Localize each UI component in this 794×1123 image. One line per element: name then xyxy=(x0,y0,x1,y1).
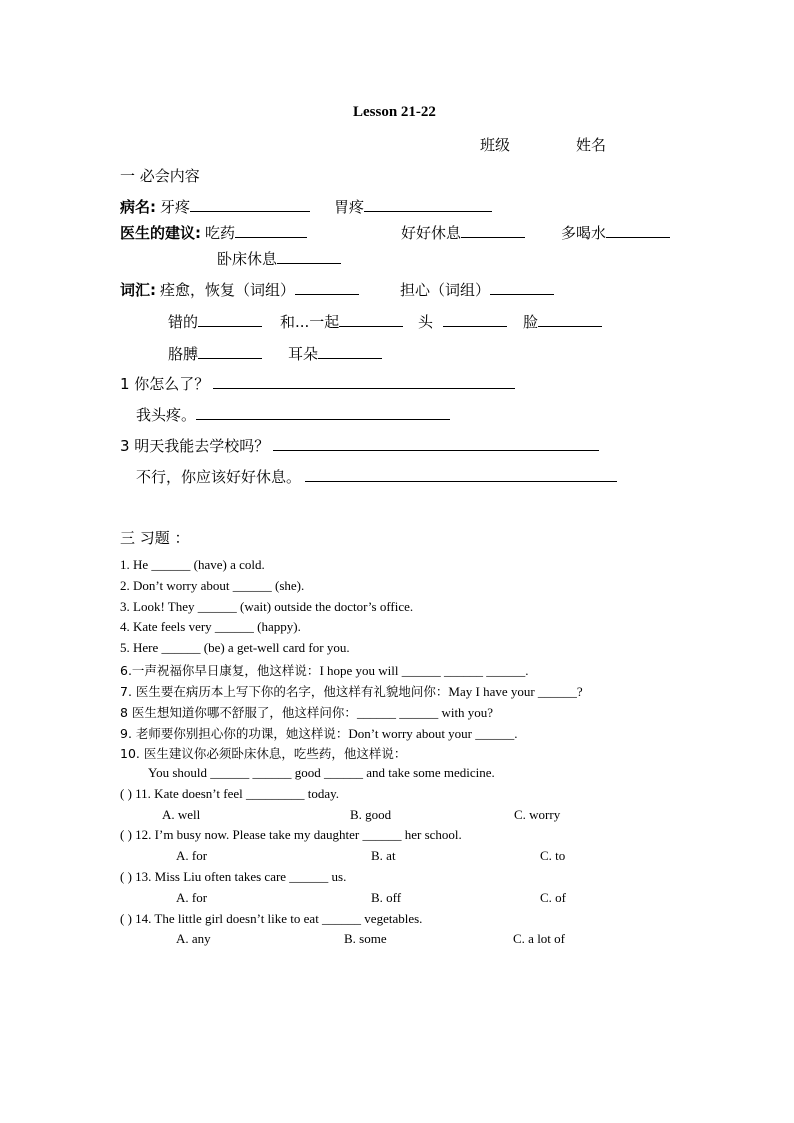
advice-row xyxy=(120,222,307,243)
illness-1-blank[interactable] xyxy=(190,197,310,212)
exercise-1: 1. He ______ (have) a cold. xyxy=(120,557,265,572)
mc-11-option-a[interactable]: A. well xyxy=(162,807,201,822)
vocab-2-group xyxy=(400,279,554,300)
a3: 不行，你应该好好休息。 xyxy=(136,468,302,486)
name-label: 姓名 xyxy=(576,136,607,154)
a1: 我头疼。 xyxy=(136,406,197,424)
vocab-5: 头 xyxy=(418,313,434,331)
exercise-6-prompt: 6.一声祝福你早日康复，他这样说： xyxy=(120,663,320,678)
mc-12-option-c[interactable]: C. to xyxy=(540,848,566,863)
exercise-8-english: ______ ______ with you? xyxy=(356,705,494,720)
section1-heading: 一 必会内容 xyxy=(120,167,200,185)
advice-3: 多喝水 xyxy=(561,224,607,242)
exercise-8 xyxy=(120,703,493,722)
mc-12-option-b[interactable]: B. at xyxy=(371,848,396,863)
vocab-2: 担心（词组） xyxy=(400,281,491,299)
advice-1: 吃药 xyxy=(205,224,236,242)
mc-11-stem: ( ) 11. Kate doesn’t feel _________ today. xyxy=(120,786,340,801)
advice-4: 卧床休息 xyxy=(217,250,278,268)
mc-13-option-c[interactable]: C. of xyxy=(540,890,566,905)
q3: 3 明天我能去学校吗？ xyxy=(120,437,270,455)
illness-label: 病名: xyxy=(120,198,156,216)
exercise-7-prompt: 7. 医生要在病历本上写下你的名字，他这样有礼貌地问你： xyxy=(120,684,449,699)
vocab-8-group xyxy=(288,343,382,364)
exercise-9 xyxy=(120,724,518,743)
a3-row xyxy=(136,466,617,487)
vocab-8: 耳朵 xyxy=(288,345,319,363)
exercise-6-english: I hope you will ______ ______ ______. xyxy=(319,663,529,678)
exercise-8-prompt: 8 医生想知道你哪不舒服了，他这样问你： xyxy=(120,705,357,720)
mc-12-option-a[interactable]: A. for xyxy=(176,848,208,863)
mc-12-stem: ( ) 12. I’m busy now. Please take my daughter ______ her school. xyxy=(120,827,462,842)
exercise-4: 4. Kate feels very ______ (happy). xyxy=(120,619,301,634)
mc-14-option-b[interactable]: B. some xyxy=(344,931,387,946)
mc-13-option-b[interactable]: B. off xyxy=(371,890,402,905)
advice-3-blank[interactable] xyxy=(606,223,670,238)
exercise-5: 5. Here ______ (be) a get-well card for you. xyxy=(120,640,350,655)
vocab-7-group xyxy=(168,343,262,364)
vocab-8-blank[interactable] xyxy=(318,344,382,359)
q3-blank[interactable] xyxy=(273,436,599,451)
mc-14-stem: ( ) 14. The little girl doesn’t like to eat ______ vegetables. xyxy=(120,911,423,926)
a1-row xyxy=(136,404,450,425)
exercise-9-english: Don’t worry about your ______. xyxy=(348,726,518,741)
exercise-9-prompt: 9. 老师要你别担心你的功课，她这样说： xyxy=(120,726,349,741)
illness-row xyxy=(120,196,492,217)
mc-11-option-b[interactable]: B. good xyxy=(350,807,392,822)
vocab-3-group xyxy=(168,311,262,332)
advice-4-group xyxy=(217,248,341,269)
vocab-5-blank[interactable] xyxy=(443,312,507,327)
advice-1-blank[interactable] xyxy=(235,223,307,238)
vocab-7: 胳膊 xyxy=(168,345,199,363)
advice-4-blank[interactable] xyxy=(277,249,341,264)
vocab-4: 和...一起 xyxy=(280,313,340,331)
section3-heading: 三 习题 ： xyxy=(120,529,190,547)
exercise-7 xyxy=(120,682,583,701)
a1-blank[interactable] xyxy=(196,405,450,420)
exercise-6 xyxy=(120,661,529,680)
vocab-6-group xyxy=(523,311,602,332)
exercise-2: 2. Don’t worry about ______ (she). xyxy=(120,578,305,593)
mc-14-option-c[interactable]: C. a lot of xyxy=(513,931,565,946)
vocab-3-blank[interactable] xyxy=(198,312,262,327)
advice-2-group xyxy=(401,222,525,243)
vocab-5-group xyxy=(418,311,507,332)
exercise-7-english: May I have your ______? xyxy=(448,684,583,699)
vocab-6-blank[interactable] xyxy=(538,312,602,327)
vocab-2-blank[interactable] xyxy=(490,280,554,295)
exercise-3: 3. Look! They ______ (wait) outside the doctor’s office. xyxy=(120,599,414,614)
mc-14-option-a[interactable]: A. any xyxy=(176,931,211,946)
page-title: Lesson 21-22 xyxy=(353,104,436,120)
vocab-7-blank[interactable] xyxy=(198,344,262,359)
vocab-1-blank[interactable] xyxy=(295,280,359,295)
vocab-1: 痊愈，恢复（词组） xyxy=(160,281,296,299)
q1-blank[interactable] xyxy=(213,374,515,389)
mc-13-option-a[interactable]: A. for xyxy=(176,890,208,905)
vocab-4-group xyxy=(280,311,403,332)
a3-blank[interactable] xyxy=(305,467,617,482)
illness-1: 牙疼 xyxy=(160,198,191,216)
exercise-10-prompt: 10. 医生建议你必须卧床休息，吃些药，他这样说： xyxy=(120,746,407,761)
vocab-row-1 xyxy=(120,279,359,300)
vocab-4-blank[interactable] xyxy=(339,312,403,327)
mc-11-option-c[interactable]: C. worry xyxy=(514,807,561,822)
illness-2-blank[interactable] xyxy=(364,197,492,212)
vocab-6: 脸 xyxy=(523,313,539,331)
exercise-10-english: You should ______ ______ good ______ and take some medicine. xyxy=(148,765,495,780)
mc-13-stem: ( ) 13. Miss Liu often takes care ______ us. xyxy=(120,869,347,884)
vocab-label: 词汇: xyxy=(120,281,156,299)
class-label: 班级 xyxy=(480,136,511,154)
q1-row xyxy=(120,373,515,394)
advice-label: 医生的建议: xyxy=(120,224,201,242)
q1: 1 你怎么了？ xyxy=(120,375,210,393)
advice-2: 好好休息 xyxy=(401,224,462,242)
q3-row xyxy=(120,435,599,456)
advice-2-blank[interactable] xyxy=(461,223,525,238)
advice-3-group xyxy=(561,222,670,243)
illness-2: 胃疼 xyxy=(334,198,365,216)
vocab-3: 错的 xyxy=(168,313,199,331)
